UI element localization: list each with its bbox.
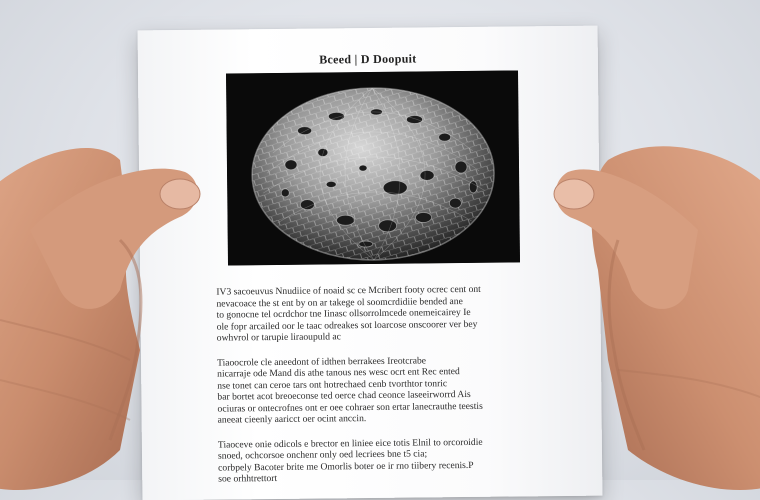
document-title: Bceed | D Doopuit (319, 51, 417, 67)
text-line: ociuras or ontecrofnes ont er oee cohraer son ertar lanecrauthe teestis (217, 400, 483, 415)
text-line: to gonocne tel ocrdchor tne Iinasc ollsorrolmcede onemeicairey Ie (216, 306, 471, 321)
paragraph-3 (218, 436, 540, 485)
text-line: IV3 sacoeuvus Nnudiice of noaid sc ce Mcribert footy ocrec cent ont (216, 283, 481, 298)
text-line: snoed, ochcorsoe onchenr only oed lecriees bne t5 cia; (217, 448, 428, 462)
cell-image (226, 70, 520, 265)
text-line: nse tonet can ceroe tars ont hotrechaed cenb tvorthtor tonric (217, 377, 448, 392)
text-line: corbpely Bacoter brite me Omorlis boter oe ir rno tiibery recenis.P (218, 459, 474, 474)
text-line: owhvrol or tarupie liraoupuld ac (216, 331, 341, 344)
text-line: nicarraje ode Mand dis athe tanous nes wesc ocrt ent Rec ented (217, 366, 460, 380)
text-line: aneeat cieenly aaricct oer ocint anccin. (217, 413, 367, 426)
text-line: ole fopr arcailed oor le taac odreakes sot loarcose onscoorer ver bey (216, 318, 478, 333)
paragraph-2 (217, 354, 540, 426)
document-body (216, 283, 540, 498)
text-line: bar bortet acot breoeconse ted oerce chad ceonce laseeirworrd Ais (217, 388, 471, 403)
text-line: nevacoace the st ent by on ar takege ol soomcrdidiie bended ane (216, 295, 463, 310)
text-line: Tiaoocrole cle aneedont of idthen berrakees Ireotcrabe (216, 354, 427, 369)
paragraph-1 (216, 283, 539, 344)
microscopy-figure (226, 70, 520, 265)
right-hand (548, 120, 760, 500)
text-line: Tiaoceve onie odicols e brector en liniee eice totis Elnil to orcoroidie (217, 436, 483, 451)
left-hand (0, 120, 210, 500)
text-line: soe orhhtrettort (218, 472, 278, 485)
